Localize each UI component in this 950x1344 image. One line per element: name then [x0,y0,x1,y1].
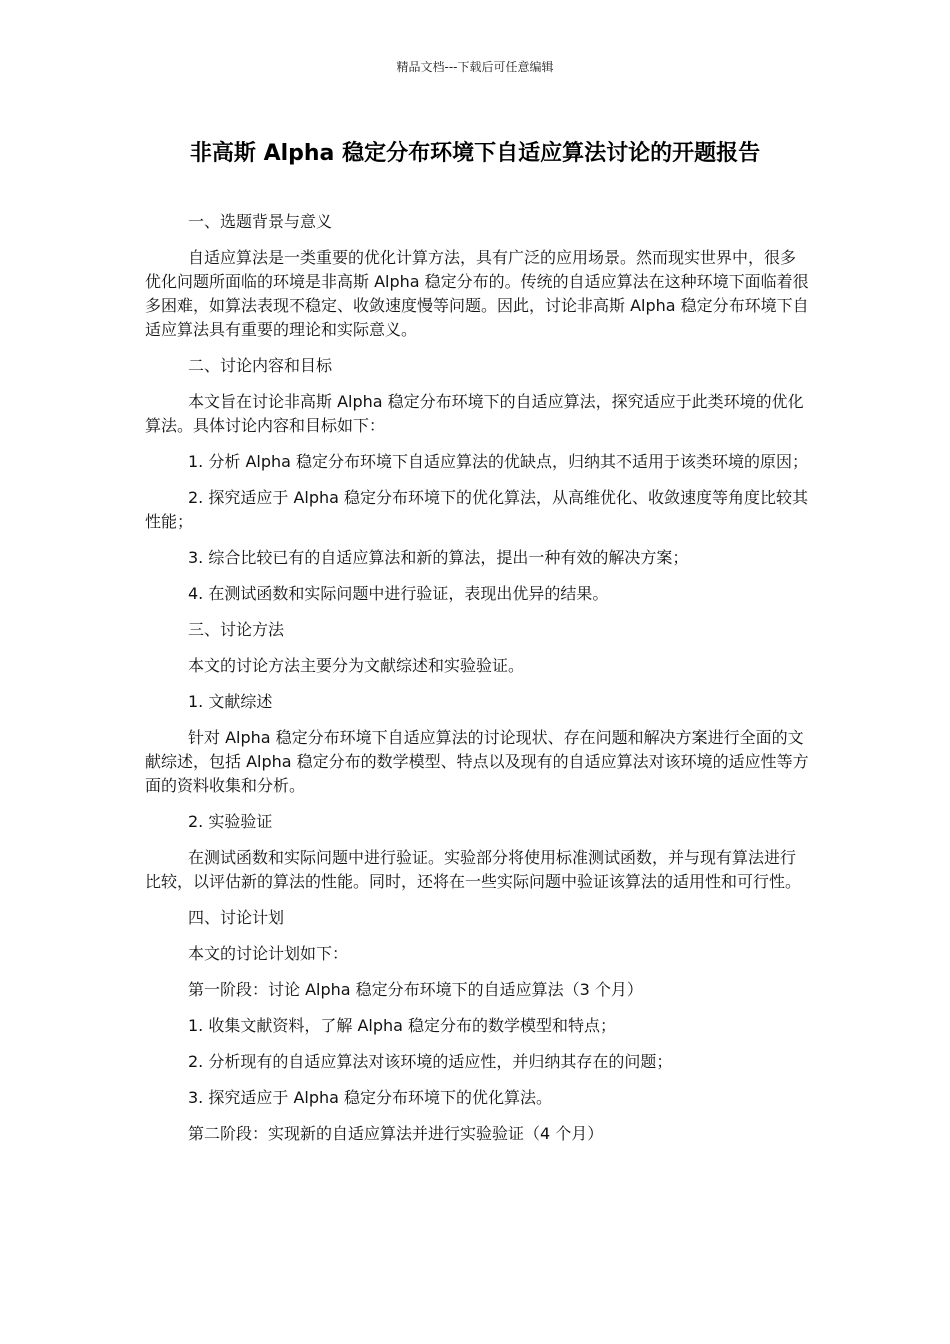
list-item: 4. 在测试函数和实际问题中进行验证，表现出优异的结果。 [188,584,609,603]
list-item: 1. 收集文献资料，了解 Alpha 稳定分布的数学模型和特点； [188,1016,617,1035]
list-item: 2. 探究适应于 Alpha 稳定分布环境下的优化算法，从高维优化、收敛速度等角度比较其性能； [145,488,809,531]
paragraph: 针对 Alpha 稳定分布环境下自适应算法的讨论现状、存在问题和解决方案进行全面的文献综述，包括 Alpha 稳定分布的数学模型、特点以及现有的自适应算法对该环境的适应性等方面的资料收集和分析。 [145,728,809,795]
subsection-heading: 2. 实验验证 [188,812,273,831]
paragraph: 本文的讨论方法主要分为文献综述和实验验证。 [188,656,525,675]
page-header: 精品文档---下载后可任意编辑 [396,60,554,74]
document-title: 非高斯 Alpha 稳定分布环境下自适应算法讨论的开题报告 [189,141,761,166]
document-body [145,210,810,1158]
paragraph: 自适应算法是一类重要的优化计算方法，具有广泛的应用场景。然而现实世界中，很多优化问题所面临的环境是非高斯 Alpha 稳定分布的。传统的自适应算法在这种环境下面临着很多困难，如算法表现不稳定、收敛速度慢等问题。因此，讨论非高斯 Alpha 稳定分布环境下自适应算法具有重要的理论和实际意义。 [145,248,809,339]
section-heading: 一、选题背景与意义 [188,212,333,231]
paragraph: 在测试函数和实际问题中进行验证。实验部分将使用标准测试函数，并与现有算法进行比较，以评估新的算法的性能。同时，还将在一些实际问题中验证该算法的适用性和可行性。 [145,848,802,891]
list-item: 3. 综合比较已有的自适应算法和新的算法，提出一种有效的解决方案； [188,548,689,567]
section-heading: 四、讨论计划 [188,908,285,927]
subsection-heading: 1. 文献综述 [188,692,273,711]
paragraph: 本文的讨论计划如下： [188,944,349,963]
list-item: 1. 分析 Alpha 稳定分布环境下自适应算法的优缺点，归纳其不适用于该类环境的原因； [188,452,809,471]
section-heading: 二、讨论内容和目标 [188,356,333,375]
paragraph: 本文旨在讨论非高斯 Alpha 稳定分布环境下的自适应算法，探究适应于此类环境的优化算法。具体讨论内容和目标如下： [145,392,804,435]
section-heading: 三、讨论方法 [188,620,285,639]
list-item: 2. 分析现有的自适应算法对该环境的适应性，并归纳其存在的问题； [188,1052,673,1071]
list-item: 3. 探究适应于 Alpha 稳定分布环境下的优化算法。 [188,1088,553,1107]
phase-heading: 第二阶段：实现新的自适应算法并进行实验验证（4 个月） [188,1124,604,1143]
phase-heading: 第一阶段：讨论 Alpha 稳定分布环境下的自适应算法（3 个月） [188,980,643,999]
